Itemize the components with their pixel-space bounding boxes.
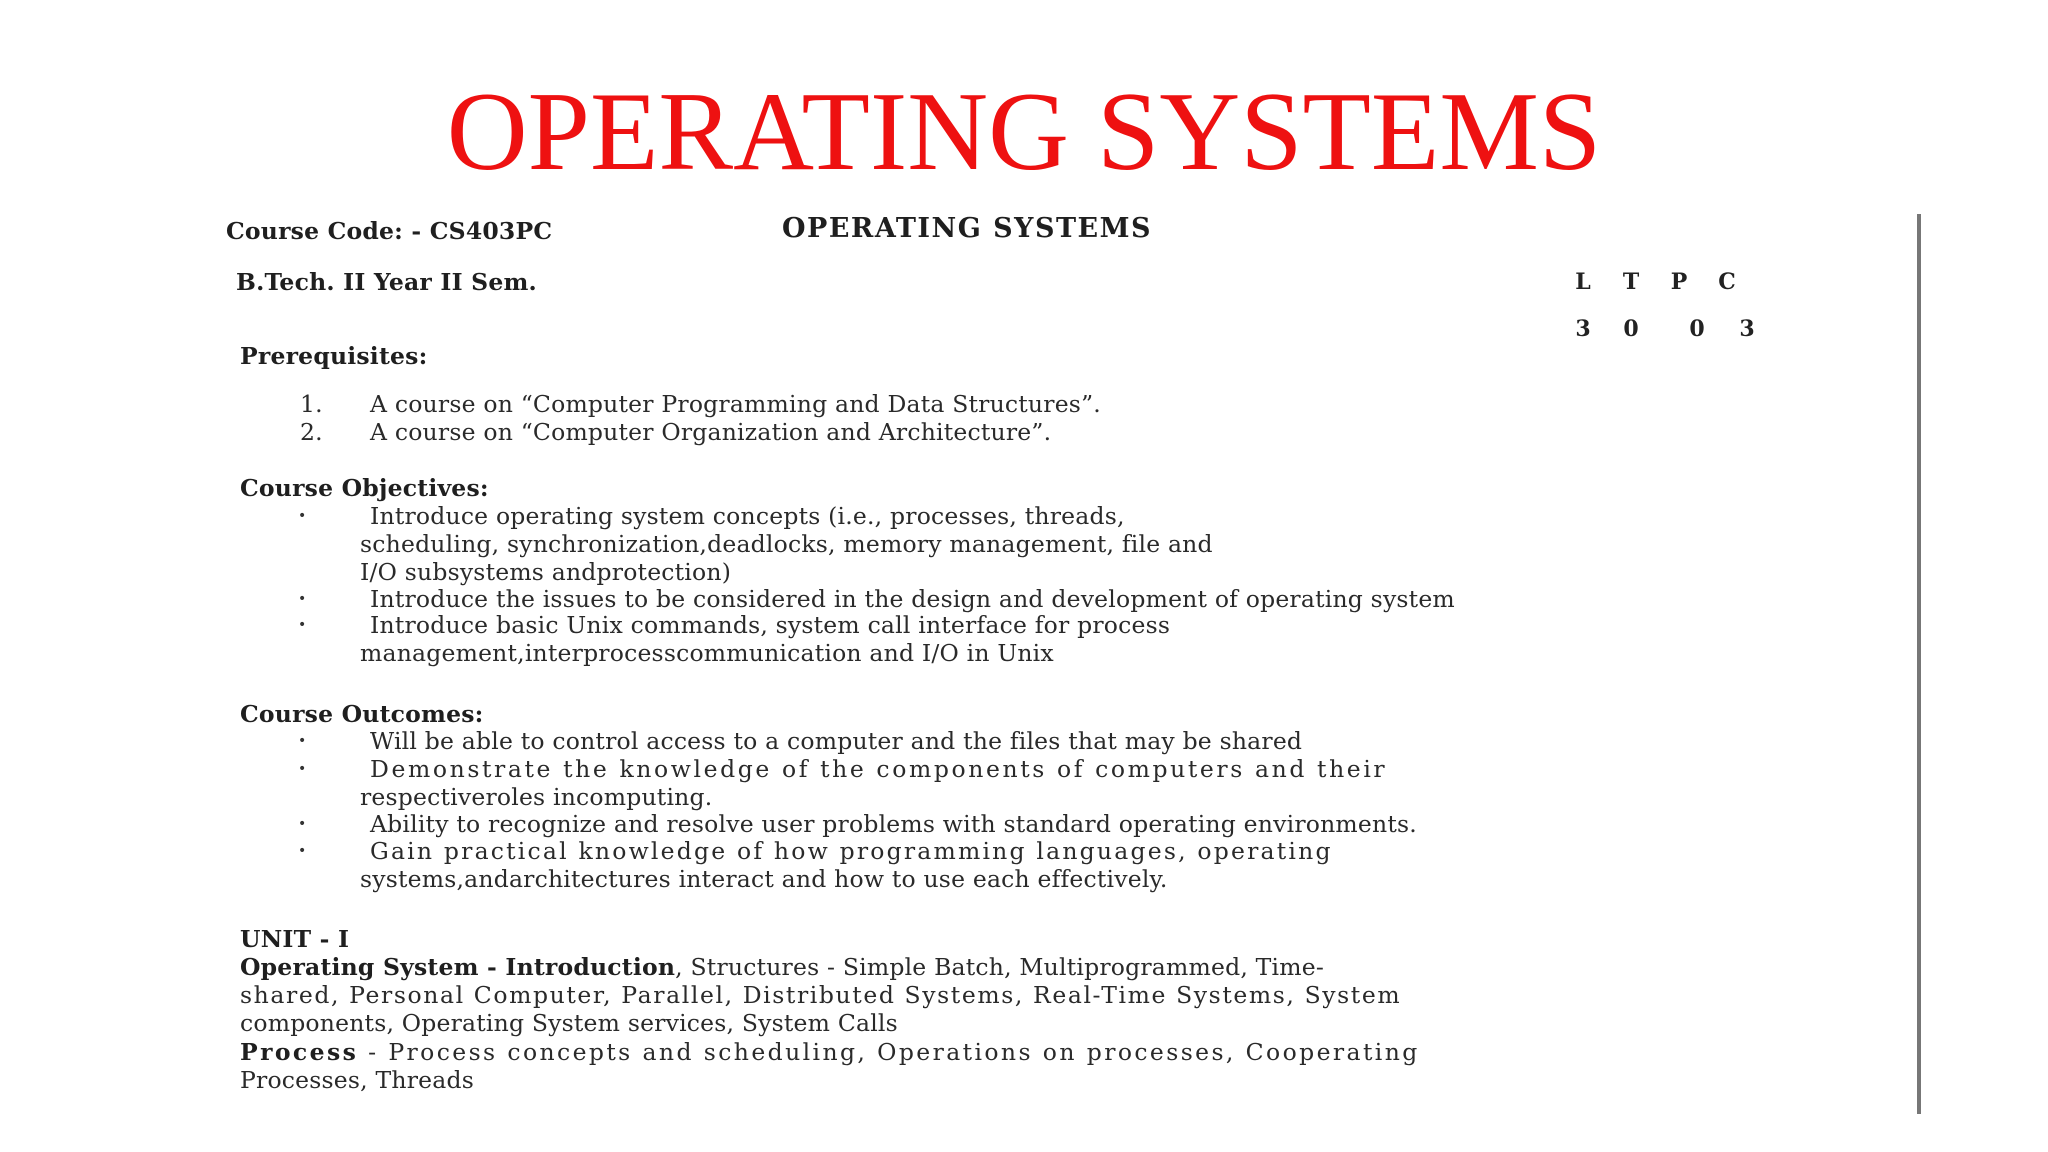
objectives-heading: Course Objectives: (240, 474, 489, 502)
os-intro-bold: Operating System - Introduction (240, 953, 676, 981)
outcome-line: Demonstrate the knowledge of the components of computers and their (370, 755, 1388, 783)
objective-line: I/O subsystems andprotection) (360, 558, 732, 586)
ltpc-header-p: P (1670, 269, 1688, 295)
bullet-icon: • (298, 508, 307, 524)
ltpc-header-t: T (1622, 269, 1640, 295)
outcome-line: systems,andarchitectures interact and how to use each effectively. (360, 865, 1168, 893)
ltpc-header-l: L (1575, 269, 1591, 295)
bullet-icon: • (298, 591, 307, 607)
objective-line: Introduce the issues to be considered in the design and development of operating system (370, 585, 1455, 613)
unit-line-os-intro (240, 953, 1324, 981)
outcome-line: respectiveroles incomputing. (360, 783, 713, 811)
prerequisite-number: 1. (300, 390, 323, 418)
objective-line: Introduce operating system concepts (i.e., processes, threads, (370, 502, 1125, 530)
ltpc-value-t: 0 (1623, 316, 1639, 342)
outcome-line: Ability to recognize and resolve user problems with standard operating environments. (370, 810, 1417, 838)
ltpc-value-l: 3 (1575, 316, 1591, 342)
outcome-line: Gain practical knowledge of how programming languages, operating (370, 837, 1333, 865)
unit-line: Processes, Threads (240, 1066, 474, 1094)
objective-line: management,interprocesscommunication and I/O in Unix (360, 639, 1054, 667)
outcomes-heading: Course Outcomes: (240, 700, 484, 728)
ltpc-header-c: C (1718, 269, 1736, 295)
outcome-line: Will be able to control access to a computer and the files that may be shared (370, 727, 1303, 755)
prerequisite-number: 2. (300, 418, 323, 446)
bullet-icon: • (298, 843, 307, 859)
semester: B.Tech. II Year II Sem. (236, 268, 537, 296)
bullet-icon: • (298, 733, 307, 749)
process-bold: Process (240, 1038, 359, 1066)
unit-heading: UNIT - I (240, 925, 350, 953)
prerequisites-heading: Prerequisites: (240, 342, 428, 370)
bullet-icon: • (298, 761, 307, 777)
bullet-icon: • (298, 816, 307, 832)
objective-line: Introduce basic Unix commands, system call interface for process (370, 611, 1171, 639)
unit-line: shared, Personal Computer, Parallel, Distributed Systems, Real-Time Systems, System (240, 981, 1402, 1009)
prerequisite-item: A course on “Computer Organization and Architecture”. (370, 418, 1052, 446)
ltpc-value-p: 0 (1689, 316, 1705, 342)
prerequisite-item: A course on “Computer Programming and Data Structures”. (370, 390, 1101, 418)
document-right-border (1917, 214, 1921, 1114)
slide-title: OPERATING SYSTEMS (446, 70, 1602, 194)
ltpc-value-c: 3 (1739, 316, 1755, 342)
unit-line: components, Operating System services, System Calls (240, 1009, 898, 1037)
process-rest: - Process concepts and scheduling, Operations on processes, Cooperating (358, 1038, 1420, 1066)
course-title: OPERATING SYSTEMS (782, 213, 1153, 244)
os-intro-rest: , Structures - Simple Batch, Multiprogrammed, Time- (675, 953, 1324, 981)
objective-line: scheduling, synchronization,deadlocks, memory management, file and (360, 530, 1213, 558)
bullet-icon: • (298, 617, 307, 633)
course-code: Course Code: - CS403PC (226, 217, 553, 245)
unit-line-process (240, 1038, 1420, 1066)
